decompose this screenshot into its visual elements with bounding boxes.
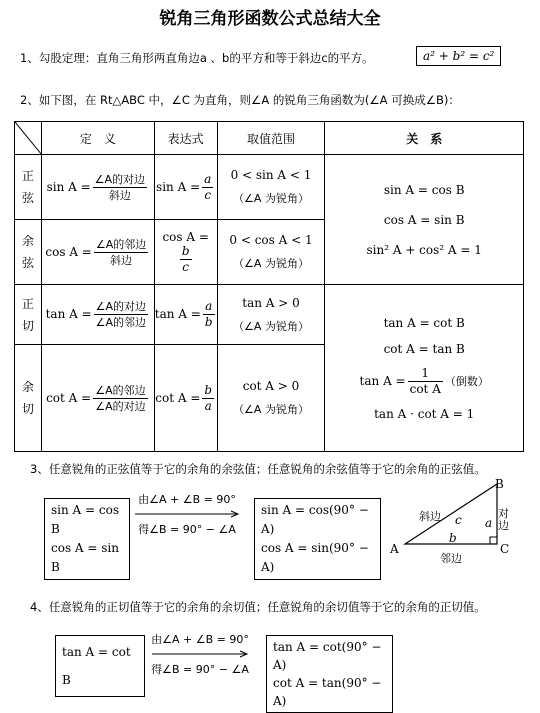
adjacent-label: 邻边: [440, 552, 462, 565]
trig-table: [14, 121, 524, 452]
definition-sin: sin A = $\frac{\text{∠A的对边}}{\text{斜边}}$: [41, 155, 154, 220]
row-name-cos: 余 弦: [15, 220, 42, 285]
diagonal-line: [15, 122, 42, 155]
arrow-right-icon-2: [150, 650, 250, 658]
s4-right-box: tan A = cot(90° − A) cot A = tan(90° − A): [266, 635, 393, 713]
row-name-sin: 正 弦: [15, 155, 42, 220]
arrow-right-icon: [133, 510, 241, 518]
definition-cos: cos A = $\frac{\text{∠A的邻边}}{\text{斜边}}$: [41, 220, 154, 285]
section-1-text: 1、勾股定理：直角三角形两直角边a 、b的平方和等于斜边c的平方。: [20, 51, 374, 65]
s4-arrow: 由∠A + ∠B = 90° 得∠B = 90° − ∠A: [151, 633, 249, 676]
vertex-c-label: C: [500, 542, 510, 556]
section-4-text: 4、任意锐角的正切值等于它的余角的余切值；任意锐角的余切值等于它的余角的正切值。: [30, 600, 486, 614]
section-3-text: 3、任意锐角的正弦值等于它的余角的余弦值；任意锐角的余弦值等于它的余角的正弦值。: [30, 462, 486, 476]
side-c-label: c: [455, 513, 462, 527]
range-cos: 0 < cos A < 1 （∠A 为锐角）: [217, 220, 325, 285]
expression-cot: cot A = $\frac{b}{a}$: [154, 345, 217, 452]
range-cot: cot A > 0 （∠A 为锐角）: [217, 345, 325, 452]
expression-tan: tan A = $\frac{a}{b}$: [154, 285, 217, 345]
relation-sin-cos: sin A = cos B cos A = sin B sin² A + cos² A = 1: [325, 155, 524, 285]
header-corner: [15, 122, 42, 155]
pythagorean-formula: a² + b² = c²: [416, 46, 501, 66]
range-tan: tan A > 0 （∠A 为锐角）: [217, 285, 325, 345]
range-sin: 0 < sin A < 1 （∠A 为锐角）: [217, 155, 325, 220]
page-title: 锐角三角形函数公式总结大全: [159, 9, 381, 29]
hypotenuse-label: 斜边: [419, 510, 441, 523]
s3-arrow: 由∠A + ∠B = 90° 得∠B = 90° − ∠A: [133, 491, 241, 537]
definition-cot: cot A = $\frac{\text{∠A的邻边}}{\text{∠A的对边}}$: [41, 345, 154, 452]
side-b-label: b: [449, 531, 457, 545]
s4-left-box: tan A = cot B: [55, 635, 145, 697]
header-relation: 关 系: [325, 122, 524, 155]
table-row-sin: [15, 155, 524, 220]
expression-sin: sin A = $\frac{a}{c}$: [154, 155, 217, 220]
opposite-label-1: 对: [498, 507, 509, 520]
s3-left-box: sin A = cos B cos A = sin B: [44, 498, 130, 580]
definition-tan: tan A = $\frac{\text{∠A的对边}}{\text{∠A的邻边}}$: [41, 285, 154, 345]
row-name-tan: 正 切: [15, 285, 42, 345]
opposite-label-2: 边: [498, 519, 509, 532]
expression-cos: cos A = $\frac{b}{c}$: [154, 220, 217, 285]
relation-tan-cot: tan A = cot B cot A = tan B tan A = $\frac{1}{\text{cot A}}$ （倒数） tan A · cot A = 1: [325, 285, 524, 452]
header-expression: 表达式: [154, 122, 217, 155]
row-name-cot: 余 切: [15, 345, 42, 452]
section-2-text: 2、如下图，在 Rt△ABC 中，∠C 为直角，则∠A 的锐角三角函数为(∠A 可换成∠B)：: [20, 93, 460, 107]
header-definition: 定 义: [41, 122, 154, 155]
table-row-tan: [15, 285, 524, 345]
vertex-a-label: A: [390, 542, 399, 556]
header-range: 取值范围: [217, 122, 325, 155]
s3-right-box: sin A = cos(90° − A) cos A = sin(90° − A): [254, 498, 381, 580]
triangle-diagram: [383, 476, 523, 566]
side-a-label: a: [485, 516, 493, 530]
vertex-b-label: B: [495, 477, 504, 491]
